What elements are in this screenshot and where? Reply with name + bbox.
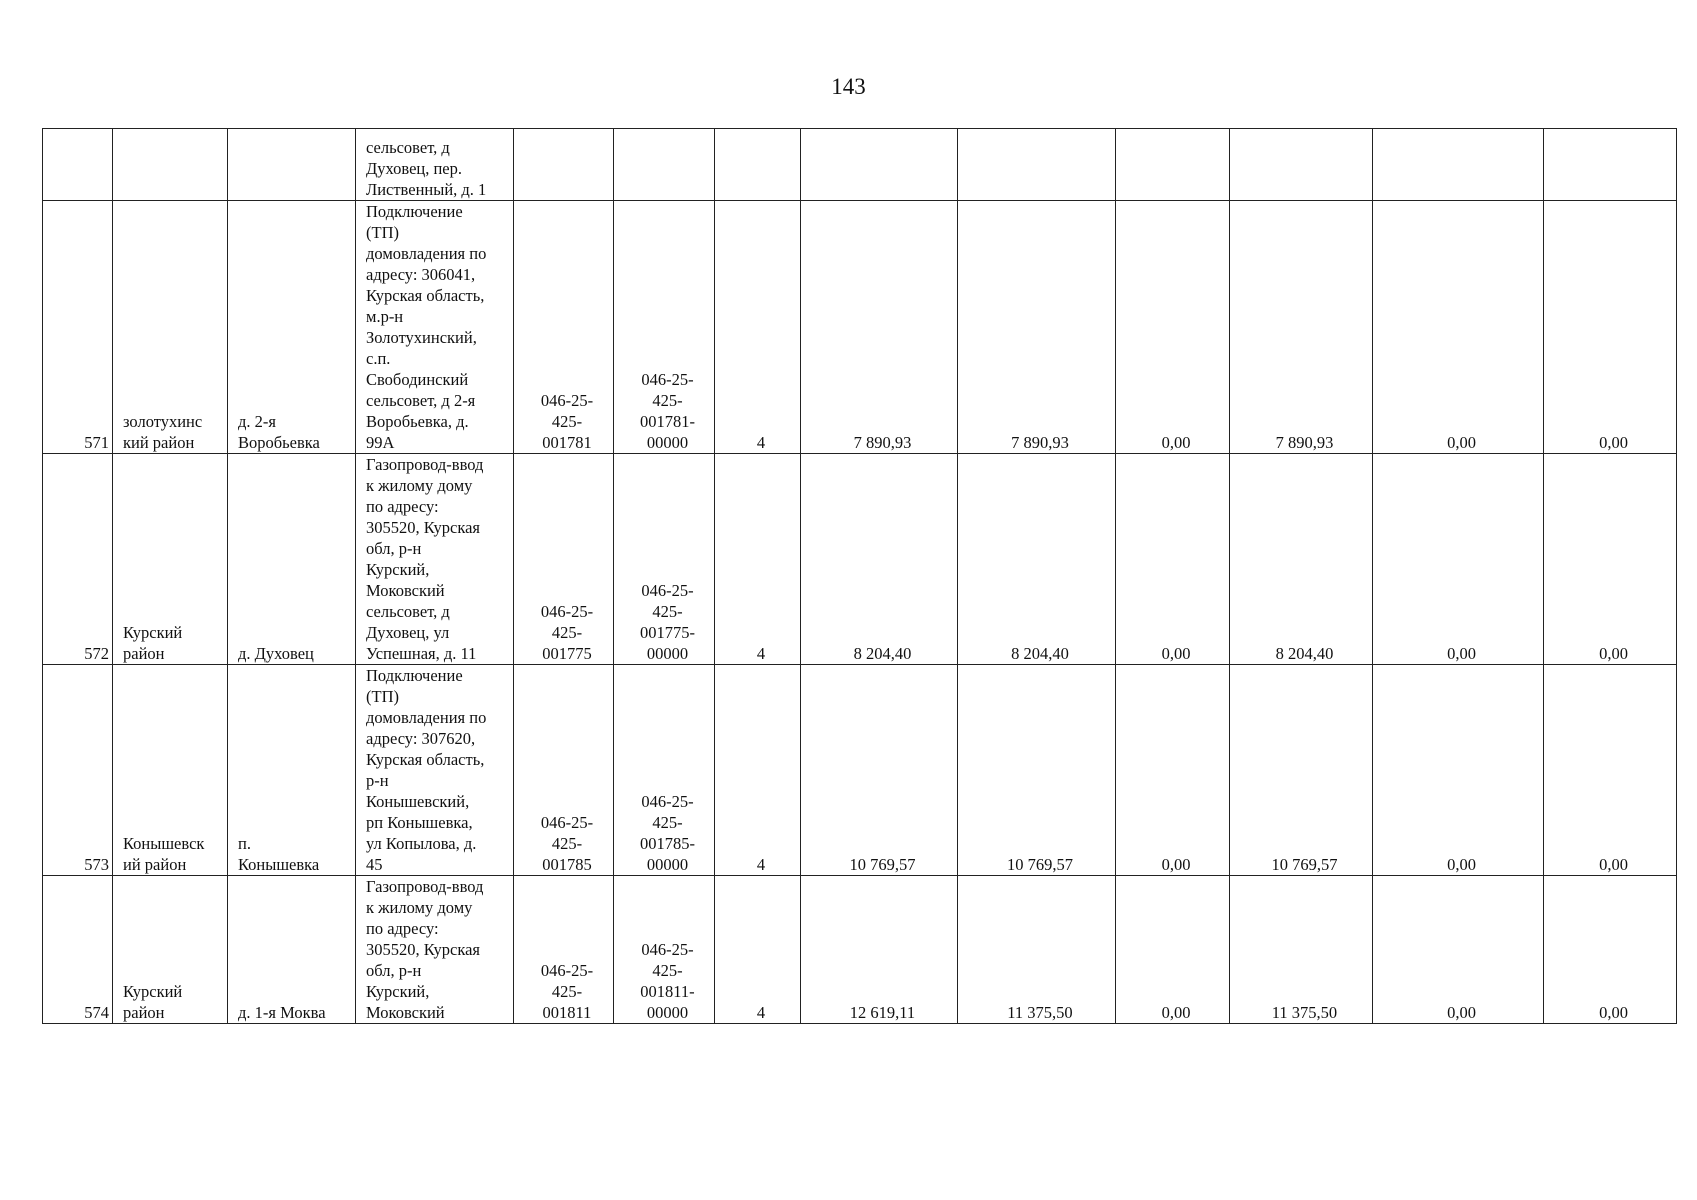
cell-value-3 xyxy=(1116,129,1230,201)
cell-qty: 4 xyxy=(715,454,801,665)
cell-code2: 046-25- 425- 001775- 00000 xyxy=(614,454,715,665)
cell-address: Подключение (ТП) домовладения по адресу: 307620, Курская область, р-н Конышевский, рп Конышевка, ул Копылова, д. 45 xyxy=(356,665,514,876)
cell-value-1: 12 619,11 xyxy=(801,876,958,1024)
cell-value-6: 0,00 xyxy=(1544,665,1677,876)
data-table xyxy=(42,128,1677,1024)
cell-locality: д. Духовец xyxy=(228,454,356,665)
cell-code1: 046-25- 425- 001775 xyxy=(514,454,614,665)
cell-value-5: 0,00 xyxy=(1373,454,1544,665)
cell-locality: д. 1-я Моква xyxy=(228,876,356,1024)
cell-code1: 046-25- 425- 001785 xyxy=(514,665,614,876)
cell-value-2 xyxy=(958,129,1116,201)
table-row xyxy=(43,665,1677,876)
cell-qty: 4 xyxy=(715,665,801,876)
cell-index: 572 xyxy=(43,454,113,665)
cell-value-3: 0,00 xyxy=(1116,454,1230,665)
cell-value-6: 0,00 xyxy=(1544,876,1677,1024)
cell-value-5: 0,00 xyxy=(1373,201,1544,454)
table-row-continuation xyxy=(43,129,1677,201)
cell-index xyxy=(43,129,113,201)
cell-address: сельсовет, д Духовец, пер. Лиственный, д. 1 xyxy=(356,129,514,201)
cell-value-2: 11 375,50 xyxy=(958,876,1116,1024)
table-row xyxy=(43,876,1677,1024)
cell-qty: 4 xyxy=(715,201,801,454)
cell-address: Газопровод-ввод к жилому дому по адресу: 305520, Курская обл, р-н Курский, Моковский xyxy=(356,876,514,1024)
cell-index: 573 xyxy=(43,665,113,876)
cell-value-5 xyxy=(1373,129,1544,201)
cell-value-3: 0,00 xyxy=(1116,876,1230,1024)
cell-address: Подключение (ТП) домовладения по адресу: 306041, Курская область, м.р-н Золотухинский, с.п. Свободинский сельсовет, д 2-я Воробьевка, д. 99А xyxy=(356,201,514,454)
cell-value-5: 0,00 xyxy=(1373,876,1544,1024)
cell-value-1: 7 890,93 xyxy=(801,201,958,454)
cell-district: золотухинс кий район xyxy=(113,201,228,454)
table-row xyxy=(43,454,1677,665)
cell-value-2: 10 769,57 xyxy=(958,665,1116,876)
cell-value-3: 0,00 xyxy=(1116,665,1230,876)
cell-code1: 046-25- 425- 001781 xyxy=(514,201,614,454)
cell-district: Курский район xyxy=(113,454,228,665)
cell-code2: 046-25- 425- 001785- 00000 xyxy=(614,665,715,876)
cell-value-2: 8 204,40 xyxy=(958,454,1116,665)
cell-value-1: 8 204,40 xyxy=(801,454,958,665)
cell-index: 574 xyxy=(43,876,113,1024)
cell-value-2: 7 890,93 xyxy=(958,201,1116,454)
cell-value-4: 8 204,40 xyxy=(1230,454,1373,665)
cell-index: 571 xyxy=(43,201,113,454)
cell-code1: 046-25- 425- 001811 xyxy=(514,876,614,1024)
cell-value-4: 11 375,50 xyxy=(1230,876,1373,1024)
cell-locality: п. Конышевка xyxy=(228,665,356,876)
cell-value-5: 0,00 xyxy=(1373,665,1544,876)
cell-value-6: 0,00 xyxy=(1544,201,1677,454)
cell-district xyxy=(113,129,228,201)
cell-value-1: 10 769,57 xyxy=(801,665,958,876)
cell-value-3: 0,00 xyxy=(1116,201,1230,454)
cell-code1 xyxy=(514,129,614,201)
cell-qty: 4 xyxy=(715,876,801,1024)
cell-locality: д. 2-я Воробьевка xyxy=(228,201,356,454)
page-number: 143 xyxy=(831,74,866,99)
cell-code2: 046-25- 425- 001811- 00000 xyxy=(614,876,715,1024)
cell-value-6 xyxy=(1544,129,1677,201)
cell-value-6: 0,00 xyxy=(1544,454,1677,665)
cell-value-4: 10 769,57 xyxy=(1230,665,1373,876)
cell-address: Газопровод-ввод к жилому дому по адресу: 305520, Курская обл, р-н Курский, Моковский сельсовет, д Духовец, ул Успешная, д. 11 xyxy=(356,454,514,665)
cell-locality xyxy=(228,129,356,201)
cell-value-4 xyxy=(1230,129,1373,201)
cell-code2 xyxy=(614,129,715,201)
cell-qty xyxy=(715,129,801,201)
cell-district: Конышевск ий район xyxy=(113,665,228,876)
cell-code2: 046-25- 425- 001781- 00000 xyxy=(614,201,715,454)
cell-value-4: 7 890,93 xyxy=(1230,201,1373,454)
cell-district: Курский район xyxy=(113,876,228,1024)
table-row xyxy=(43,201,1677,454)
cell-value-1 xyxy=(801,129,958,201)
